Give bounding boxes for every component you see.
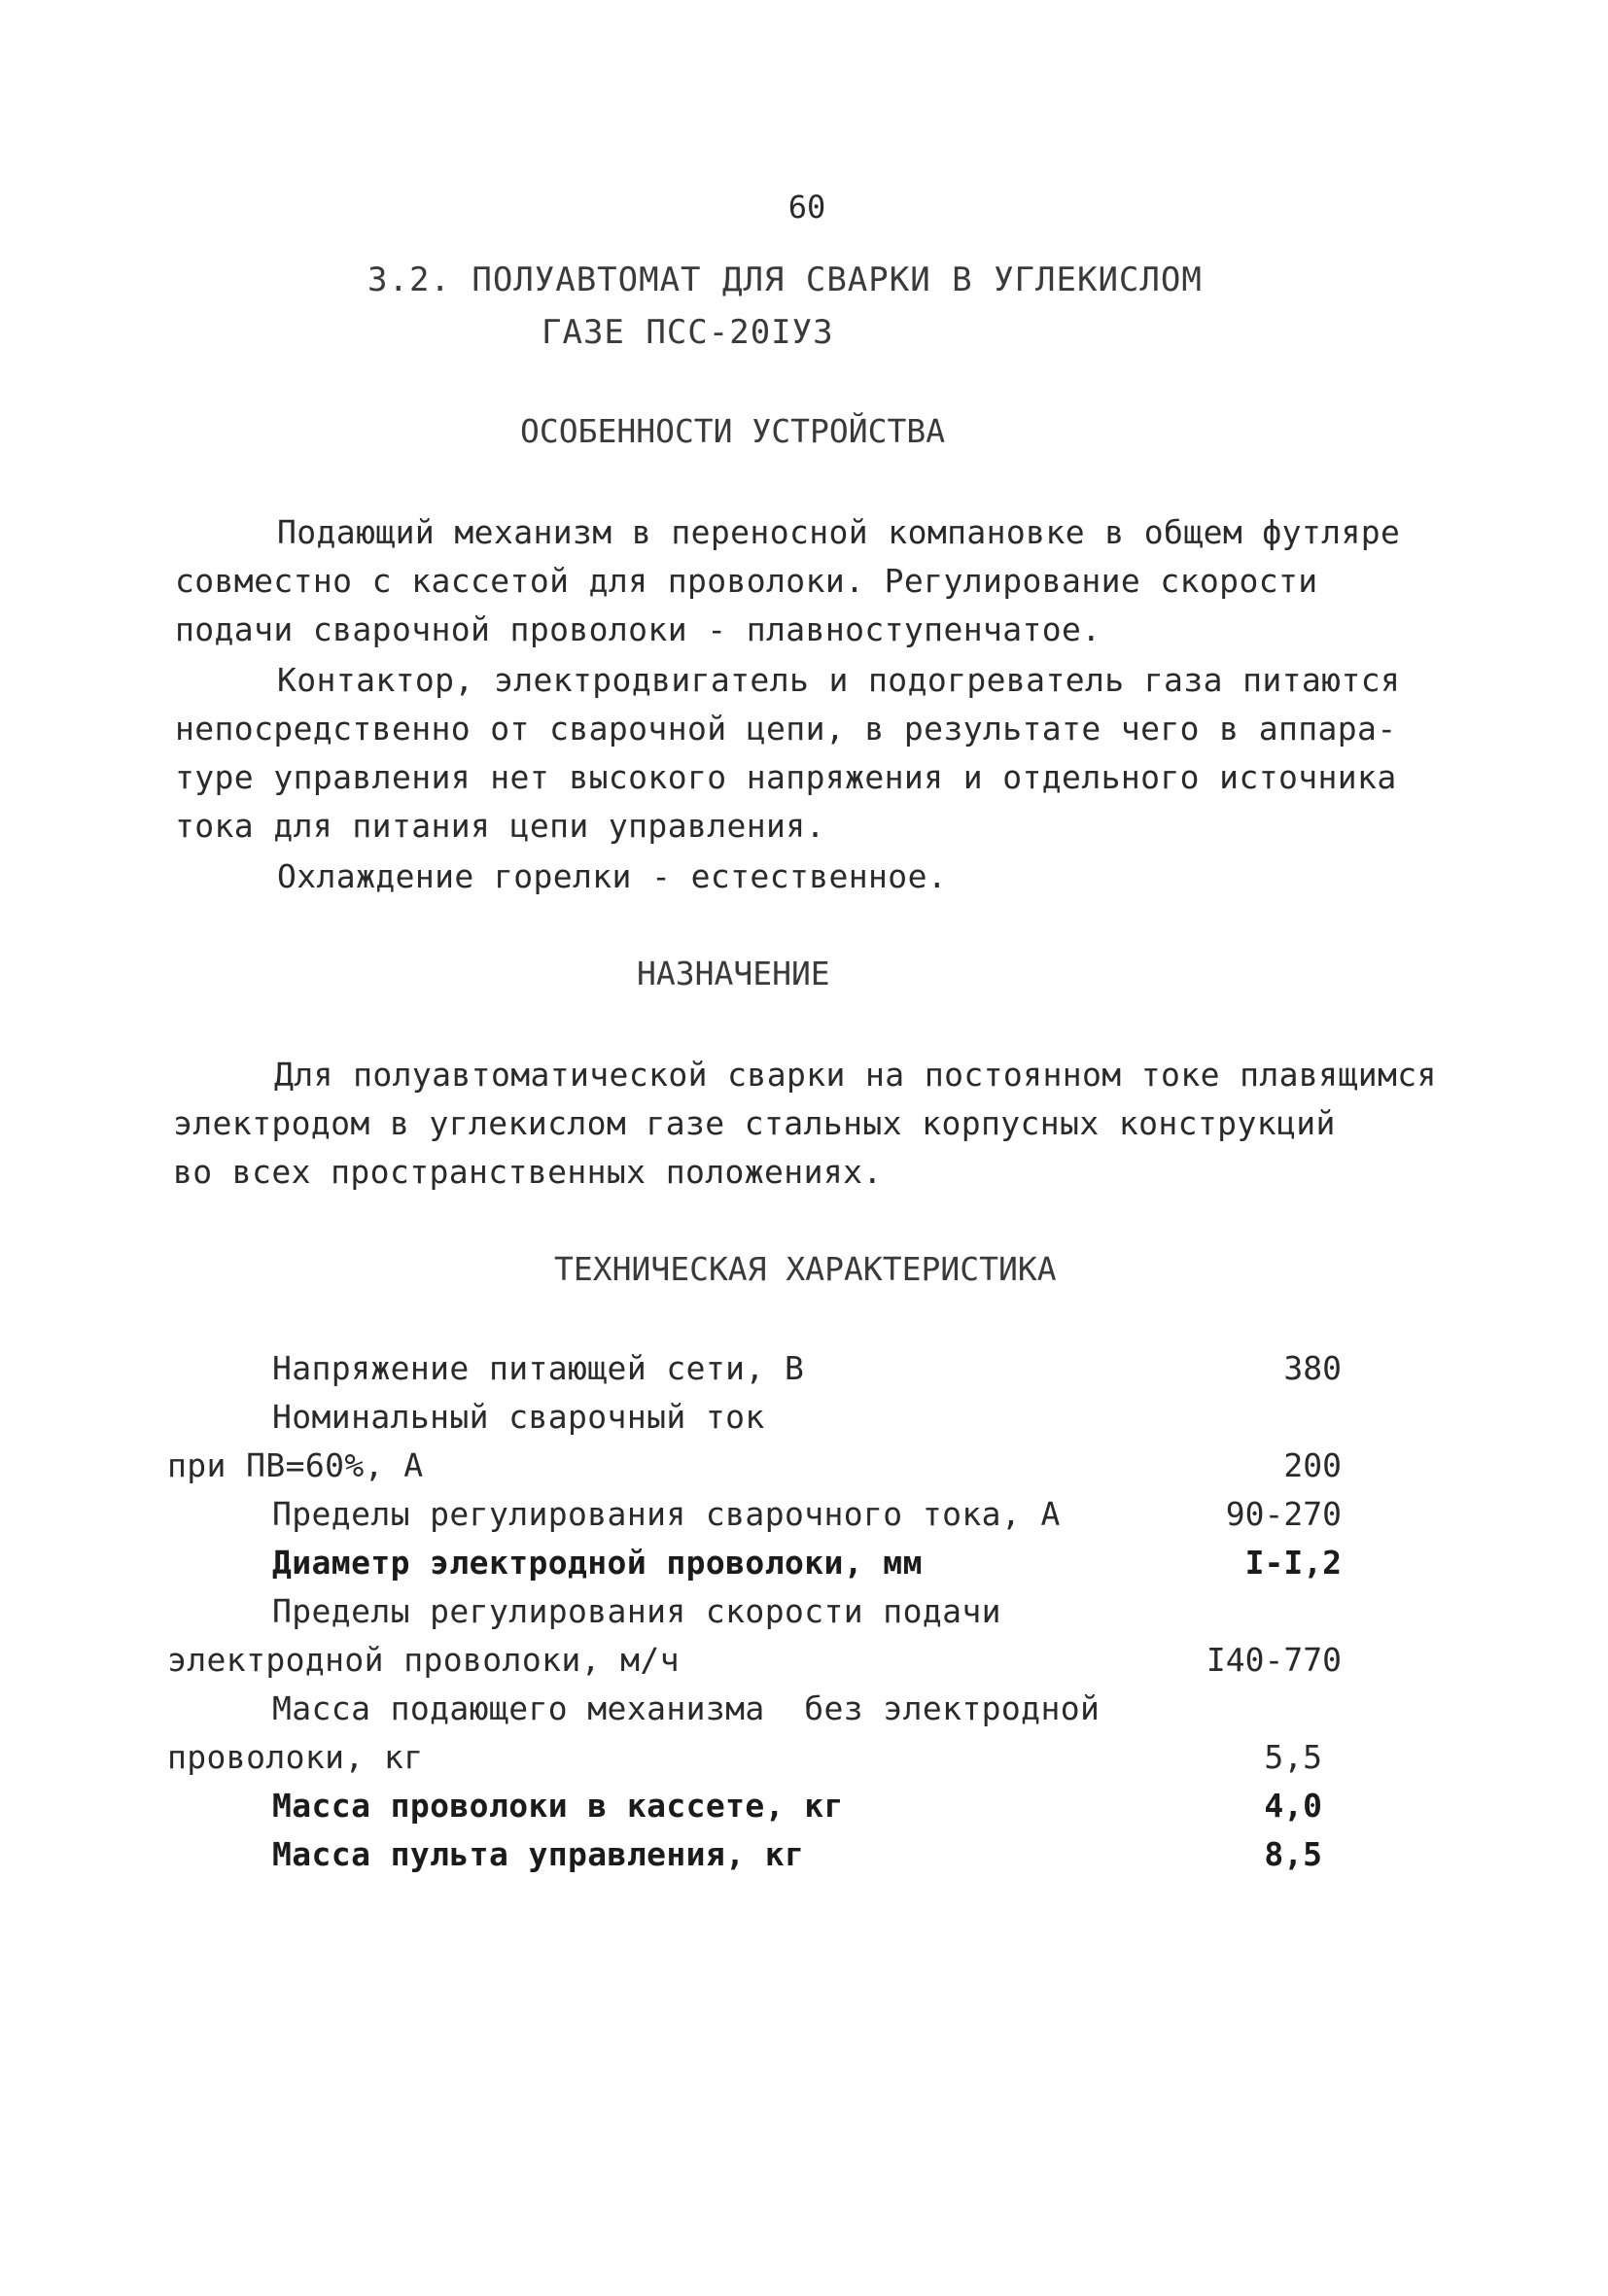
spec-label: Напряжение питающей сети, В <box>272 1349 805 1387</box>
spec-label: электродной проволоки, м/ч <box>167 1641 680 1679</box>
spec-value: 8,5 <box>1264 1835 1322 1873</box>
features-line-8: Охлаждение горелки - естественное. <box>277 857 948 895</box>
spec-label: Масса подающего механизма без электродной <box>272 1689 1101 1727</box>
spec-label: Номинальный сварочный ток <box>272 1398 765 1436</box>
features-line-7: тока для питания цепи управления. <box>175 807 825 845</box>
spec-label: Пределы регулирования скорости подачи <box>272 1592 1001 1630</box>
features-line-2: совместно с кассетой для проволоки. Регулирование скорости <box>175 562 1318 600</box>
spec-label: проволоки, кг <box>167 1738 424 1776</box>
spec-value: 5,5 <box>1264 1738 1322 1776</box>
spec-label: Масса проволоки в кассете, кг <box>272 1787 844 1825</box>
spec-value: I-I,2 <box>1244 1544 1342 1582</box>
features-line-6: туре управления нет высокого напряжения и отдельного источника <box>175 758 1397 796</box>
features-line-3: подачи сварочной проволоки - плавноступенчатое. <box>175 610 1101 648</box>
purpose-line-3: во всех пространственных положениях. <box>173 1153 883 1191</box>
features-line-1: Подающий механизм в переносной компановке в общем футляре <box>277 513 1401 551</box>
features-line-5: непосредственно от сварочной цепи, в результате чего в аппара- <box>175 710 1397 748</box>
spec-label: Диаметр электродной проволоки, мм <box>272 1544 923 1582</box>
title-line-2: ГАЗЕ ПСС-20IУ3 <box>542 313 834 352</box>
spec-value: 90-270 <box>1225 1495 1342 1533</box>
title-line-1: 3.2. ПОЛУАВТОМАТ ДЛЯ СВАРКИ В УГЛЕКИСЛОМ <box>367 261 1203 299</box>
spec-value: I40-770 <box>1206 1641 1342 1679</box>
features-line-4: Контактор, электродвигатель и подогреватель газа питаются <box>277 661 1401 699</box>
spec-value: 380 <box>1283 1349 1342 1387</box>
spec-value: 200 <box>1283 1446 1342 1484</box>
spec-label: Пределы регулирования сварочного тока, А <box>272 1495 1061 1533</box>
features-heading: ОСОБЕННОСТИ УСТРОЙСТВА <box>520 412 946 450</box>
specs-heading: ТЕХНИЧЕСКАЯ ХАРАКТЕРИСТИКА <box>554 1250 1057 1288</box>
purpose-line-1: Для полуавтоматической сварки на постоянном токе плавящимся <box>274 1056 1437 1094</box>
page-number: 60 <box>787 189 826 226</box>
spec-label: Масса пульта управления, кг <box>272 1835 805 1873</box>
purpose-heading: НАЗНАЧЕНИЕ <box>637 955 830 992</box>
purpose-line-2: электродом в углекислом газе стальных корпусных конструкций <box>173 1104 1336 1142</box>
spec-label: при ПВ=60%, А <box>167 1446 424 1484</box>
spec-value: 4,0 <box>1264 1787 1322 1825</box>
